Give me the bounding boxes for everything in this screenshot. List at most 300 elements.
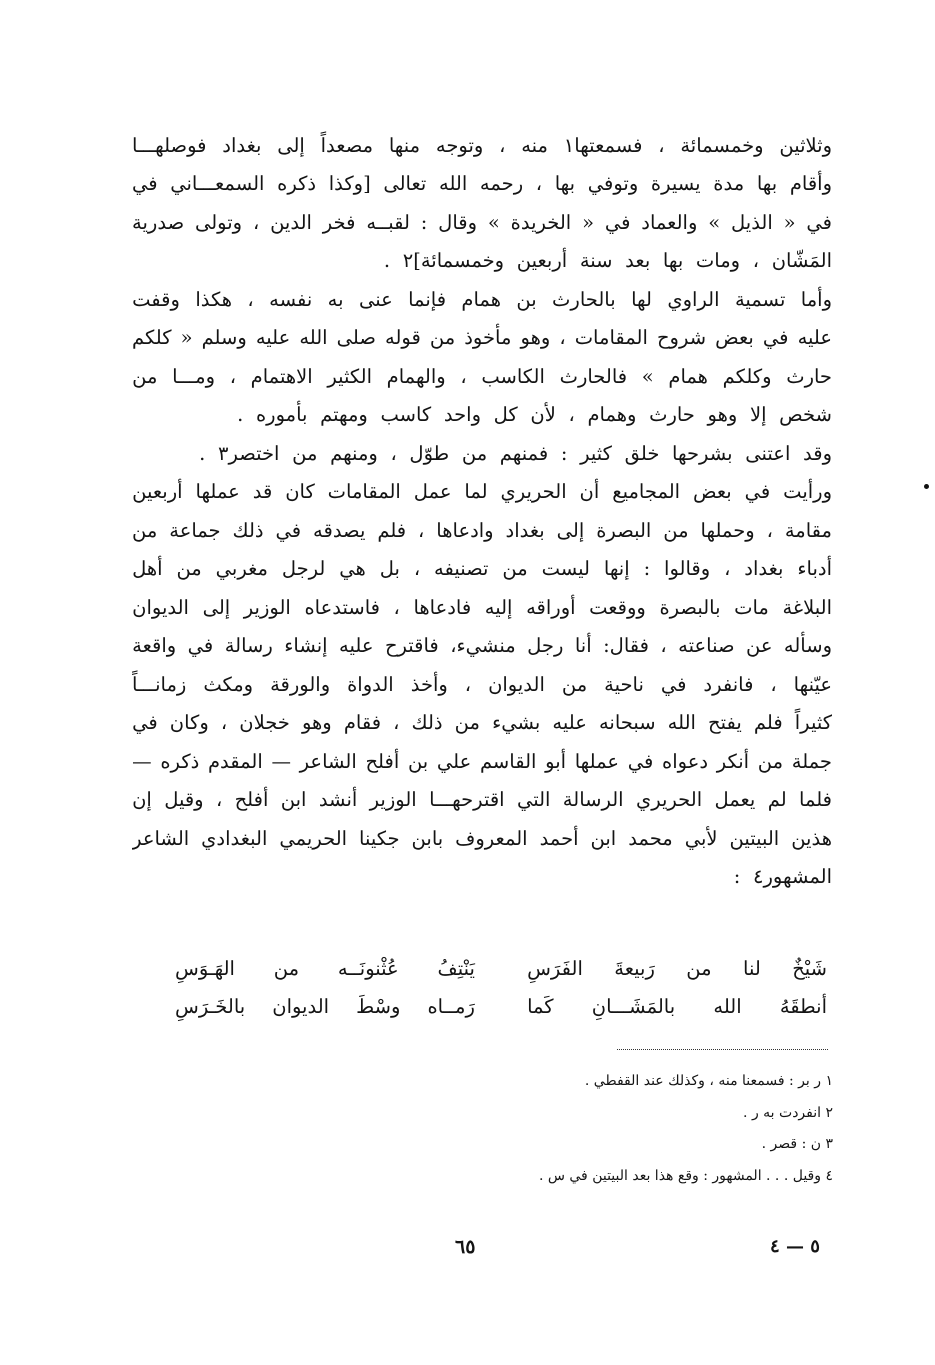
word: بها: [662, 249, 684, 273]
word: من: [663, 518, 689, 542]
footnote: ٢ انفردت به ر .: [743, 1104, 833, 1121]
word: الوزير: [369, 788, 417, 812]
text-line: [132, 396, 832, 435]
word: ذلك: [411, 711, 443, 735]
word: من: [429, 326, 456, 350]
word: إلى: [556, 518, 585, 542]
word: :: [420, 210, 428, 234]
footnote-separator: [617, 1049, 828, 1050]
word: الحريري: [635, 788, 703, 812]
text-line: [132, 165, 832, 204]
word: إلى: [277, 133, 305, 157]
word: ،: [393, 595, 400, 619]
word: ومات: [695, 249, 741, 273]
word: وتوجه: [435, 133, 484, 157]
word: :: [733, 865, 741, 889]
text-line: [132, 203, 832, 242]
word: إلا: [749, 403, 767, 427]
word: ،: [418, 518, 425, 542]
word: عمل: [413, 480, 452, 504]
word: كان: [285, 480, 315, 504]
word: الحريري: [500, 480, 567, 504]
word: والورقة: [270, 672, 331, 696]
word: رَبيعةَ: [614, 956, 655, 980]
word: لها: [631, 287, 652, 311]
word: ووقعت: [589, 595, 646, 619]
word: »: [641, 364, 654, 388]
word: البيتين: [729, 826, 780, 850]
text-line: [132, 819, 832, 858]
word: سنة: [579, 249, 613, 273]
word: جملة: [791, 749, 832, 773]
word: كاسب: [380, 403, 432, 427]
word: رَمــاه: [427, 994, 475, 1018]
word: بعد: [625, 249, 651, 273]
word: مغربي: [215, 557, 268, 581]
text-line: [132, 357, 832, 396]
word: تعالى: [383, 172, 427, 196]
word: جكينا: [359, 826, 400, 850]
word: بالمَشَـــانِ: [591, 994, 676, 1018]
word: بعض: [693, 480, 732, 504]
word: كلكم: [132, 326, 172, 350]
margin-mark: [924, 484, 929, 489]
footnote: ٤ وقيل . . . المشهور : وقع هذا بعد البيتين في س .: [538, 1167, 833, 1184]
word: كثير: [580, 441, 612, 465]
word: علي: [436, 749, 472, 773]
word: لقبــه: [366, 210, 410, 234]
word: أربعين: [516, 249, 568, 273]
word: أهل: [132, 557, 163, 581]
word: —: [132, 749, 152, 773]
word: هذين: [791, 826, 832, 850]
word: لأبي: [684, 826, 718, 850]
text-line: [132, 434, 832, 473]
word: .: [383, 249, 391, 273]
word: لما: [464, 480, 488, 504]
word: شَيْخٌ: [792, 956, 827, 980]
word: أنشد: [318, 788, 358, 812]
word: فسمعتها١: [563, 133, 643, 157]
word: كثيراً: [794, 711, 832, 735]
word: وسْطَ: [356, 994, 401, 1018]
word: فانفرد: [703, 672, 754, 696]
word: في: [744, 480, 771, 504]
word: رجل: [527, 634, 564, 658]
word: وسأله: [783, 634, 832, 658]
word: قد: [252, 480, 273, 504]
word: عليه: [552, 711, 587, 735]
word: ،: [766, 518, 773, 542]
word: ذكره: [160, 749, 200, 773]
word: وهو: [520, 326, 551, 350]
word: المقامات: [574, 326, 648, 350]
word: وحملها: [700, 518, 755, 542]
word: ،: [229, 364, 236, 388]
word: ومكث: [203, 672, 254, 696]
text-line: [132, 858, 832, 897]
word: أبو: [545, 749, 567, 773]
word: الذيل: [731, 210, 773, 234]
word: الوزير: [243, 595, 291, 619]
word: قوله: [385, 326, 421, 350]
word: وهمام: [587, 403, 637, 427]
word: من: [132, 518, 158, 542]
signature-mark: ٥ — ٤: [770, 1236, 820, 1257]
word: وسلم: [201, 326, 247, 350]
word: بغداد: [744, 557, 784, 581]
word: »: [708, 210, 721, 234]
word: اعتنى: [745, 441, 791, 465]
word: إليه: [484, 595, 513, 619]
word: ،: [660, 634, 667, 658]
word: ،: [390, 441, 397, 465]
word: حارث: [649, 403, 695, 427]
word: مدة: [713, 172, 745, 196]
text-line: [132, 242, 832, 281]
word: أحمد: [539, 826, 579, 850]
verse-second-hemistich: [175, 995, 475, 1018]
word: أنكر: [716, 749, 750, 773]
word: بعض: [715, 326, 754, 350]
word: وتولى: [194, 210, 243, 234]
word: الله: [667, 711, 696, 735]
word: اختصر٣: [217, 441, 280, 465]
word: بابن: [411, 826, 444, 850]
word: الدين: [270, 210, 312, 234]
word: :: [643, 557, 651, 581]
word: يسيرة: [650, 172, 701, 196]
word: التي: [516, 788, 551, 812]
word: وكان: [169, 711, 209, 735]
word: عن: [745, 634, 773, 658]
text-line: [132, 126, 832, 165]
word: وخمسمائة: [680, 133, 764, 157]
word: بن: [516, 287, 537, 311]
word: ،: [460, 364, 467, 388]
word: صدرية: [132, 210, 185, 234]
word: ،: [220, 711, 228, 735]
word: [وكذا: [328, 172, 371, 196]
word: الهَـوَسِ: [175, 956, 235, 980]
text-line: [132, 319, 832, 358]
word: بغداد: [505, 518, 545, 542]
word: المقامات: [327, 480, 401, 504]
word: بغداد: [222, 133, 262, 157]
word: وقالوا: [664, 557, 711, 581]
word: من: [757, 749, 784, 773]
word: مصعداً: [320, 133, 374, 157]
word: منها: [388, 133, 421, 157]
word: الشاعر: [132, 826, 190, 850]
word: في: [627, 749, 654, 773]
word: «: [783, 210, 796, 234]
word: ليست: [541, 557, 590, 581]
word: همام: [668, 364, 708, 388]
word: الله: [438, 172, 468, 196]
word: صناعته: [678, 634, 735, 658]
word: .: [199, 441, 206, 465]
word: ومـــا: [172, 364, 216, 388]
word: وقيل: [164, 788, 204, 812]
word: فاستدعاه: [304, 595, 380, 619]
word: المجاميع: [612, 480, 681, 504]
word: الله: [713, 994, 742, 1018]
word: الله: [299, 326, 328, 350]
word: »: [487, 210, 500, 234]
verse: [175, 987, 827, 1025]
word: أربعين: [132, 480, 183, 504]
word: السمعـــاني: [170, 172, 265, 196]
word: إنها: [603, 557, 630, 581]
word: الديوان: [488, 672, 545, 696]
word: مأخوذ: [464, 326, 512, 350]
word: يَنْتِفُ: [437, 956, 475, 980]
word: الكثير: [327, 364, 372, 388]
word: وكلكم: [722, 364, 772, 388]
word: ،: [658, 133, 665, 157]
word: ذلك: [232, 518, 264, 542]
word: به: [327, 287, 344, 311]
footnotes: [273, 1066, 833, 1192]
word: ،: [464, 672, 472, 696]
word: واحد: [443, 403, 481, 427]
text-line: [132, 550, 832, 589]
word: المعروف: [455, 826, 528, 850]
word: في: [604, 210, 631, 234]
word: من: [686, 956, 712, 980]
word: وأخذ: [410, 672, 448, 696]
word: عُثْنونَــه: [337, 956, 399, 980]
word: لنا: [743, 956, 761, 980]
word: همام: [461, 287, 501, 311]
word: وثلاثين: [779, 133, 832, 157]
word: ناحية: [604, 672, 644, 696]
word: وقد: [803, 441, 832, 465]
word: ،: [535, 172, 543, 196]
word: وأما: [800, 287, 832, 311]
word: ،: [499, 133, 506, 157]
page-number: ٦٥: [455, 1236, 476, 1258]
text-line: [132, 665, 832, 704]
word: فقال:: [603, 634, 649, 658]
word: فمنهم: [499, 441, 549, 465]
text-line: [132, 511, 832, 550]
word: إلى: [202, 595, 231, 619]
word: فالحارث: [559, 364, 628, 388]
word: وقفت: [132, 287, 180, 311]
word: وادعاها: [436, 518, 494, 542]
word: حارث: [786, 364, 832, 388]
word: البلاغة: [782, 595, 832, 619]
word: في: [187, 634, 214, 658]
word: منشيء،: [450, 634, 516, 658]
word: بن: [407, 749, 429, 773]
word: المقدم: [207, 749, 263, 773]
word: من: [292, 441, 318, 465]
word: بشرحها: [672, 441, 733, 465]
word: ابن: [280, 788, 307, 812]
word: أنا: [574, 634, 592, 658]
word: البغدادي: [201, 826, 268, 850]
text-line: [132, 742, 832, 781]
word: فإنما: [408, 287, 447, 311]
word: عنى: [358, 287, 393, 311]
word: رحمه: [479, 172, 524, 196]
word: من: [461, 441, 488, 465]
text-line: [132, 704, 832, 743]
word: ،: [413, 557, 421, 581]
word: أن: [579, 480, 600, 504]
word: أدباء: [797, 557, 832, 581]
word: الديوان: [272, 994, 330, 1018]
word: في: [275, 518, 302, 542]
word: بها: [756, 172, 778, 196]
word: :: [560, 441, 568, 465]
word: الديوان: [132, 595, 189, 619]
word: من: [561, 672, 588, 696]
word: فوصلهـــا: [132, 133, 207, 157]
word: بالخَـرَسِ: [175, 994, 246, 1018]
word: الكاسب: [481, 364, 545, 388]
word: من: [132, 364, 158, 388]
word: صلى: [336, 326, 376, 350]
word: «: [180, 326, 193, 350]
word: أفلح: [365, 749, 400, 773]
word: الرسالة: [562, 788, 624, 812]
word: يفتح: [708, 711, 742, 735]
word: لأن: [530, 403, 556, 427]
word: وخمسمائة]٢: [402, 249, 505, 273]
word: عملها: [195, 480, 240, 504]
word: الدواة: [347, 672, 394, 696]
word: الفَرَسِ: [527, 956, 583, 980]
word: في: [132, 172, 158, 196]
word: أنطقَهُ: [779, 994, 827, 1018]
word: الخريدة: [510, 210, 572, 234]
word: ورأيت: [783, 480, 832, 504]
word: من: [454, 711, 480, 735]
word: ،: [770, 672, 777, 696]
word: من: [176, 557, 202, 581]
word: بها: [554, 172, 576, 196]
word: المَشّان: [771, 249, 832, 273]
word: ،: [724, 557, 731, 581]
word: محمد: [628, 826, 673, 850]
text-line: [132, 627, 832, 666]
word: عليه: [255, 326, 291, 350]
word: إن: [132, 788, 152, 812]
word: كل: [493, 403, 518, 427]
footnote: ١ ر بر : فسمعنا منه ، وكذلك عند القفطي .: [584, 1073, 833, 1089]
word: ،: [252, 210, 260, 234]
word: خلق: [624, 441, 660, 465]
word: في: [132, 711, 158, 735]
word: إنشاء: [284, 634, 328, 658]
word: شروح: [656, 326, 707, 350]
word: شخص: [779, 403, 832, 427]
word: تسمية: [734, 287, 786, 311]
word: خجلان: [239, 711, 290, 735]
word: الاهتمام: [250, 364, 313, 388]
word: ،: [752, 249, 760, 273]
word: البصرة: [596, 518, 652, 542]
word: في: [806, 210, 832, 234]
word: اقترحهـــا: [429, 788, 505, 812]
word: جماعة: [169, 518, 221, 542]
word: والعماد: [641, 210, 698, 234]
word: مقامة: [784, 518, 832, 542]
verse-first-hemistich: [527, 995, 827, 1018]
verse: [175, 949, 827, 987]
word: لم: [767, 788, 787, 812]
word: «: [582, 210, 595, 234]
text-line: [132, 781, 832, 820]
word: عيّنها: [793, 672, 832, 696]
word: ومنهم: [330, 441, 378, 465]
word: بشيء: [492, 711, 541, 735]
word: المشهور٤: [753, 865, 832, 889]
word: الحريمي: [279, 826, 348, 850]
word: لرجل: [281, 557, 326, 581]
word: سبحانه: [598, 711, 656, 735]
word: بل: [379, 557, 400, 581]
word: بالبصرة: [659, 595, 721, 619]
word: عليه: [339, 634, 374, 658]
word: يعمل: [714, 788, 756, 812]
word: فخر: [322, 210, 356, 234]
word: هي: [339, 557, 366, 581]
text-line: [132, 588, 832, 627]
word: ذكره: [277, 172, 317, 196]
word: أفلح: [234, 788, 269, 812]
word: وقال: [438, 210, 478, 234]
word: القاسم: [479, 749, 537, 773]
word: نفسه: [269, 287, 313, 311]
word: دعواه: [661, 749, 709, 773]
word: مات: [734, 595, 769, 619]
word: ومهتم: [320, 403, 368, 427]
word: تصنيفه: [434, 557, 489, 581]
word: الشاعر: [299, 749, 357, 773]
word: زمانـــاً: [132, 672, 187, 696]
word: فادعاها: [413, 595, 472, 619]
word: وأقام: [789, 172, 832, 196]
body-text: [132, 126, 832, 896]
word: كَما: [527, 994, 554, 1018]
word: فلم: [377, 518, 407, 542]
word: فلم: [753, 711, 783, 735]
word: واقعة: [132, 634, 177, 658]
poem: [175, 949, 827, 1025]
word: عليه: [797, 326, 832, 350]
word: في: [762, 326, 789, 350]
word: فلما: [799, 788, 832, 812]
word: من: [273, 956, 300, 980]
word: .: [237, 403, 244, 427]
word: منه: [521, 133, 548, 157]
word: والهمام: [386, 364, 446, 388]
word: أوراقه: [526, 595, 576, 619]
word: بالحارث: [552, 287, 616, 311]
word: الراوي: [667, 287, 720, 311]
word: عملها: [574, 749, 620, 773]
word: ،: [247, 287, 254, 311]
word: من: [502, 557, 528, 581]
word: —: [271, 749, 291, 773]
word: وتوفي: [587, 172, 639, 196]
word: طوّل: [409, 441, 450, 465]
